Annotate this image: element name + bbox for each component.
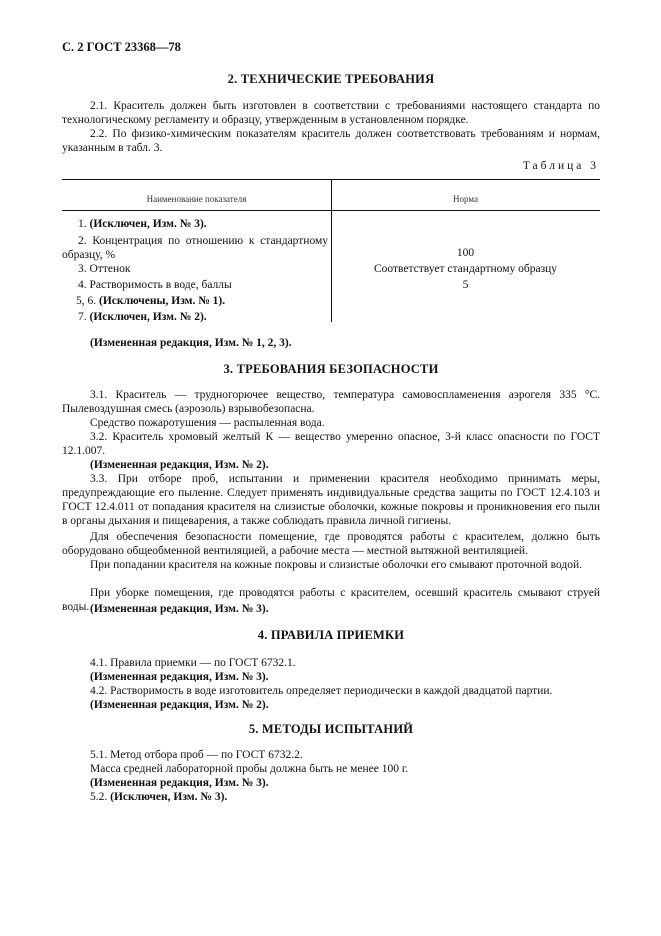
row-text: Растворимость в воде, баллы [89, 279, 232, 291]
section-4-title: 4. ПРАВИЛА ПРИЕМКИ [257, 628, 405, 642]
row-number: 3. [78, 263, 87, 275]
row-text: Концентрация по отношению к стандартному образцу, % [62, 235, 329, 261]
para-3-3: 3.3. При отборе проб, испытании и применении красителя необходимо принимать меры, предупреждающие его пыление. Следует применять индивидуальные средства защиты по ГОСТ 12.4.103 и ГОСТ 12.4.011 от попадания красителя на слизистые оболочки, кожные покровы и проникновения его пыли в органы дыхания и пищеварения, а также соблюдать правила личной гигиены. [62, 473, 600, 527]
para-2-2: 2.2. По физико-химическим показателям краситель должен соответствовать требованиям и нормам, указанным в табл. 3. [62, 128, 600, 154]
table-row-3 [78, 262, 130, 276]
row-number: 1. [78, 218, 87, 230]
para-5-1-mass: Масса средней лабораторной пробы должна быть не менее 100 г. [90, 763, 409, 775]
section-3-title: 3. ТРЕБОВАНИЯ БЕЗОПАСНОСТИ [223, 362, 439, 376]
row-number: 7. [78, 311, 87, 323]
table-row-3-norm: Соответствует стандартному образцу [373, 263, 558, 275]
table-caption: Таблица 3 [522, 160, 599, 172]
table-row-1 [78, 217, 207, 231]
para-5-1: 5.1. Метод отбора проб — по ГОСТ 6732.2. [90, 749, 303, 761]
para-2-1: 2.1. Краситель должен быть изготовлен в соответствии с требованиями настоящего стандарта по технологическому регламенту и образцу, утвержденным в установленном порядке. [62, 100, 600, 126]
edit-note-4-1: (Измененная редакция, Изм. № 3). [90, 671, 269, 683]
para-4-1: 4.1. Правила приемки — по ГОСТ 6732.1. [90, 657, 296, 669]
edit-note-5-1: (Измененная редакция, Изм. № 3). [90, 777, 269, 789]
para-text: (Исключен, Изм. № 3). [110, 791, 228, 803]
edit-note-4-2: (Измененная редакция, Изм. № 2). [90, 699, 269, 711]
para-3-1: 3.1. Краситель — трудногорючее вещество, температура самовоспламенения аэрогеля 335 °С. Пылевоздушная смесь (аэрозоль) взрывобезопасна. [62, 389, 600, 415]
table-header-indicator: Наименование показателя [146, 194, 247, 204]
table-header-norm: Норма [453, 194, 478, 204]
table-edit-note: (Измененная редакция, Изм. № 1, 2, 3). [90, 337, 292, 349]
row-number: 4. [78, 279, 87, 291]
section-5-title: 5. МЕТОДЫ ИСПЫТАНИЙ [248, 722, 414, 736]
para-3-2: 3.2. Краситель хромовый желтый К — вещество умеренно опасное, 3-й класс опасности по ГОСТ 12.1.007. [62, 431, 600, 457]
para-3-3-skin: При попадании красителя на кожные покровы и слизистые оболочки его смывают проточной водой. [90, 559, 582, 571]
section-2-title: 2. ТЕХНИЧЕСКИЕ ТРЕБОВАНИЯ [227, 72, 435, 86]
table-row-7 [78, 310, 207, 324]
table-row-2-norm: 100 [456, 247, 475, 259]
para-3-1-extinguish: Средство пожаротушения — распыленная вода. [90, 417, 325, 429]
table-row-2 [62, 234, 328, 262]
row-text: (Исключены, Изм. № 1). [99, 295, 226, 307]
para-number: 5.2. [90, 791, 108, 803]
page-header: С. 2 ГОСТ 23368—78 [62, 40, 181, 54]
para-5-2 [90, 790, 227, 804]
row-number: 2. [78, 235, 87, 247]
edit-note-3-3: (Измененная редакция, Изм. № 3). [90, 603, 269, 615]
row-text: (Исключен, Изм. № 2). [89, 311, 207, 323]
table-row-4-norm: 5 [462, 279, 469, 291]
row-text: Оттенок [89, 263, 131, 275]
table-row-5-6 [76, 294, 225, 308]
para-3-3-cleaning: При уборке помещения, где проводятся работы с красителем, осевший краситель смывают струей воды. [62, 587, 600, 613]
edit-note-3-2: (Измененная редакция, Изм. № 2). [90, 459, 269, 471]
row-number: 5, 6. [76, 295, 97, 307]
para-4-2: 4.2. Растворимость в воде изготовитель определяет периодически в каждой двадцатой партии. [90, 685, 553, 697]
table-row-4 [78, 278, 232, 292]
row-text: (Исключен, Изм. № 3). [89, 218, 207, 230]
para-3-3-ventilation: Для обеспечения безопасности помещение, где проводятся работы с красителем, должно быть оборудовано общеобменной вентиляцией, а рабочие места — местной вытяжной вентиляцией. [62, 531, 600, 557]
